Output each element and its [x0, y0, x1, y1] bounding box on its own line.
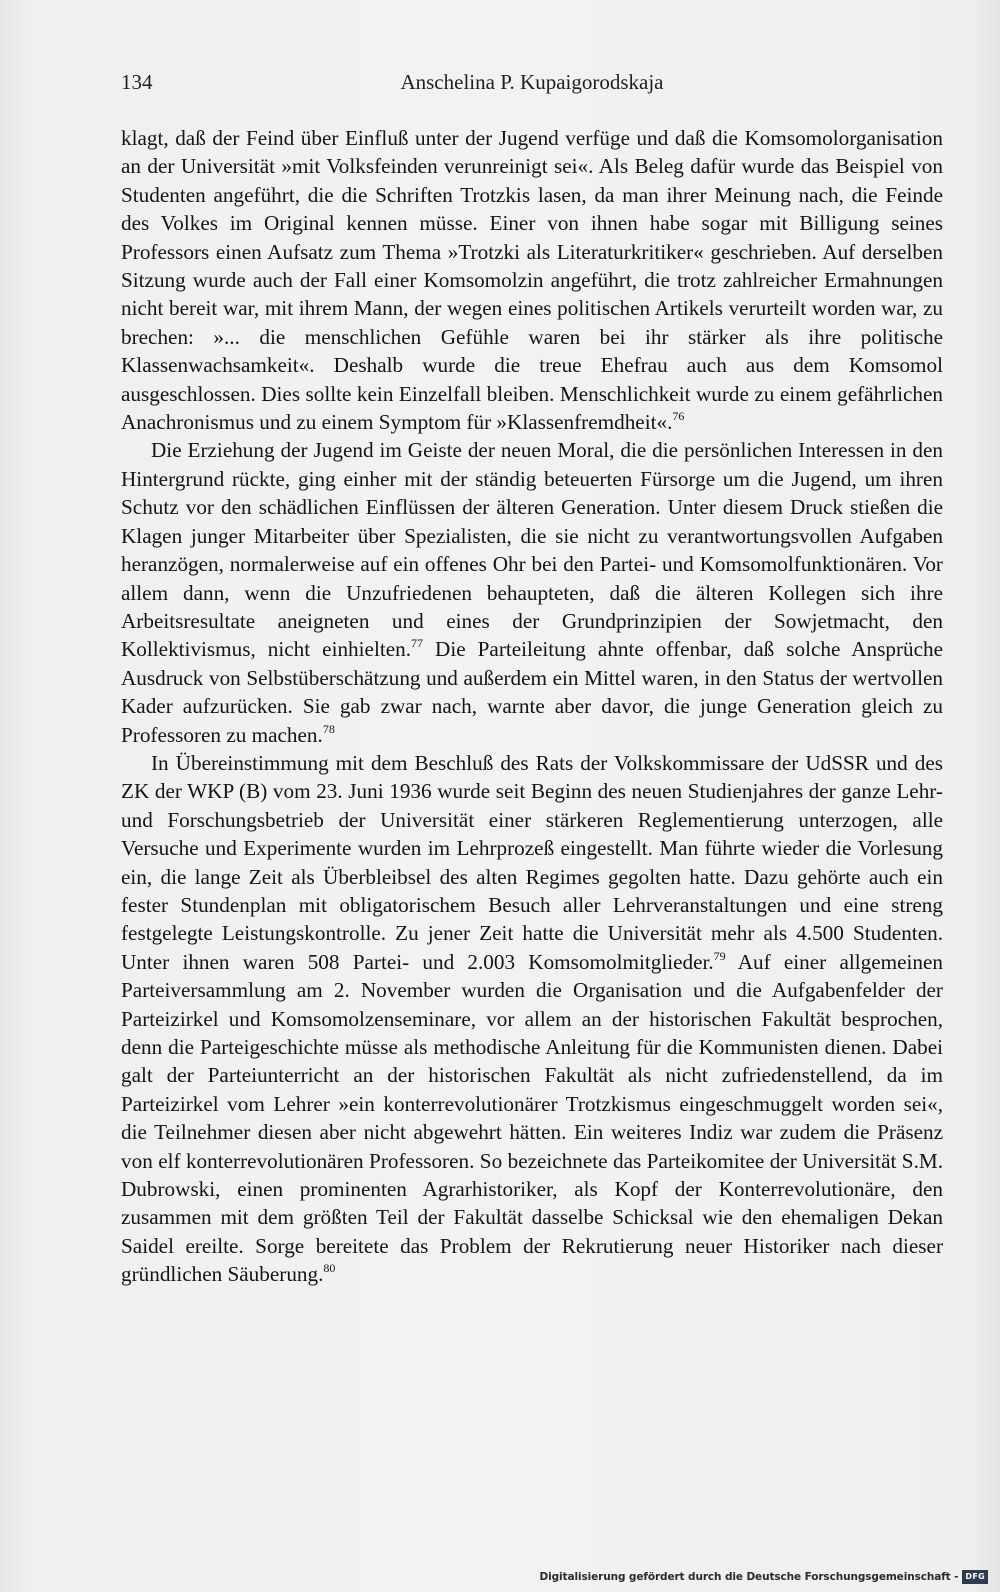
digitization-footer	[540, 1568, 988, 1586]
footnote-marker[interactable]: 77	[411, 636, 424, 651]
footnote-marker[interactable]: 76	[672, 409, 685, 424]
paragraph	[121, 124, 943, 436]
paragraph-text: Die Parteileitung ahnte offenbar, daß solche Ansprüche Ausdruck von Selbstüberschätzung und außerdem ein Mittel waren, in den Status der wertvollen Kader aufzurücken. Sie gab zwar nach, warnte aber davor, die junge Generation gleich zu Professoren zu machen.	[121, 637, 943, 747]
body-text	[121, 124, 943, 1289]
paragraph-text: klagt, daß der Feind über Einfluß unter der Jugend verfüge und daß die Komsomolorganisation an der Universität »mit Volksfeinden verunreinigt sei«. Als Beleg dafür wurde das Beispiel von Studenten angeführt, die die Schriften Trotzkis lasen, da man ihrer Meinung nach, die Feinde des Volkes im Original kennen müsse. Einer von ihnen habe sogar mit Billigung seines Professors einen Aufsatz zum Thema »Trotzki als Literaturkritiker« geschrieben. Auf derselben Sitzung wurde auch der Fall einer Komsomolzin angeführt, die trotz zahlreicher Ermahnungen nicht bereit war, mit ihrem Mann, der wegen eines politischen Artikels verurteilt worden war, zu brechen: »... die menschlichen Gefühle waren bei ihr stärker als ihre politische Klassenwachsamkeit«. Deshalb wurde die treue Ehefrau auch aus dem Komsomol ausgeschlossen. Dies sollte kein Einzelfall bleiben. Menschlichkeit wurde zu einem gefährlichen Anachronismus und zu einem Symptom für »Klassenfremdheit«.	[121, 126, 943, 435]
dfg-logo-icon: DFG	[962, 1570, 988, 1584]
paragraph-text: Die Erziehung der Jugend im Geiste der neuen Moral, die die persönlichen Interessen in den Hintergrund rückte, ging einher mit der ständig beteuerten Fürsorge um die Jugend, um ihren Schutz vor den schädlichen Einflüssen der älteren Generation. Unter diesem Druck stießen die Klagen junger Mitarbeiter über Spezialisten, die sie nicht zu verantwortungsvollen Aufgaben heranzögen, normalerweise auf ein offenes Ohr bei den Partei- und Komsomolfunktionären. Vor allem dann, wenn die Unzufriedenen behaupteten, daß die älteren Kollegen sich ihre Arbeitsresultate aneigneten und eines der Grundprinzipien der Sowjetmacht, den Kollektivismus, nicht einhielten.	[121, 438, 943, 662]
footer-text: Digitalisierung gefördert durch die Deutsche Forschungsgemeinschaft -	[539, 1571, 959, 1583]
page-number: 134	[121, 70, 153, 94]
running-head: Anschelina P. Kupaigorodskaja	[400, 70, 664, 94]
paragraph-text: In Übereinstimmung mit dem Beschluß des Rats der Volkskommissare der UdSSR und des ZK der WKP (B) vom 23. Juni 1936 wurde seit Beginn des neuen Studienjahres der ganze Lehr- und Forschungsbetrieb der Universität einer stärkeren Reglementierung unterzogen, alle Versuche und Experimente wurden im Lehrprozeß eingestellt. Man führte wieder die Vorlesung ein, die lange Zeit als Überbleibsel des alten Regimes gegolten hatte. Dazu gehörte auch ein fester Stundenplan mit obligatorischem Besuch aller Lehrveranstaltungen und eine streng festgelegte Leistungskontrolle. Zu jener Zeit hatte die Universität mehr als 4.500 Studenten. Unter ihnen waren 508 Partei- und 2.003 Komsomolmitglieder.	[121, 750, 943, 974]
page-header	[121, 70, 943, 102]
paragraph-text: Auf einer allgemeinen Parteiversammlung am 2. November wurden die Organisation und die Aufgabenfelder der Parteizirkel und Komsomolzenseminare, vor allem an der historischen Fakultät besprochen, denn die Parteigeschichte müsse als methodische Anleitung für die Kommunisten dienen. Dabei galt der Parteiunterricht an der historischen Fakultät als nicht zufriedenstellend, da im Parteizirkel vom Lehrer »ein konterrevolutionärer Trotzkismus eingeschmuggelt worden sei«, die Teilnehmer diesen aber nicht abgewehrt hätten. Ein weiteres Indiz war zudem die Präsenz von elf konterrevolutionären Professoren. So bezeichnete das Parteikomitee der Universität S.M. Dubrowski, einen prominenten Agrarhistoriker, als Kopf der Konterrevolutionäre, den zusammen mit dem größten Teil der Fakultät dasselbe Schicksal wie den ehemaligen Dekan Saidel ereilte. Sorge bereitete das Problem der Rekrutierung neuer Historiker nach dieser gründlichen Säuberung.	[121, 949, 943, 1287]
paragraph	[121, 436, 943, 748]
footnote-marker[interactable]: 80	[323, 1261, 336, 1276]
footnote-marker[interactable]: 79	[713, 948, 726, 963]
footnote-marker[interactable]: 78	[322, 721, 335, 736]
paragraph	[121, 749, 943, 1289]
